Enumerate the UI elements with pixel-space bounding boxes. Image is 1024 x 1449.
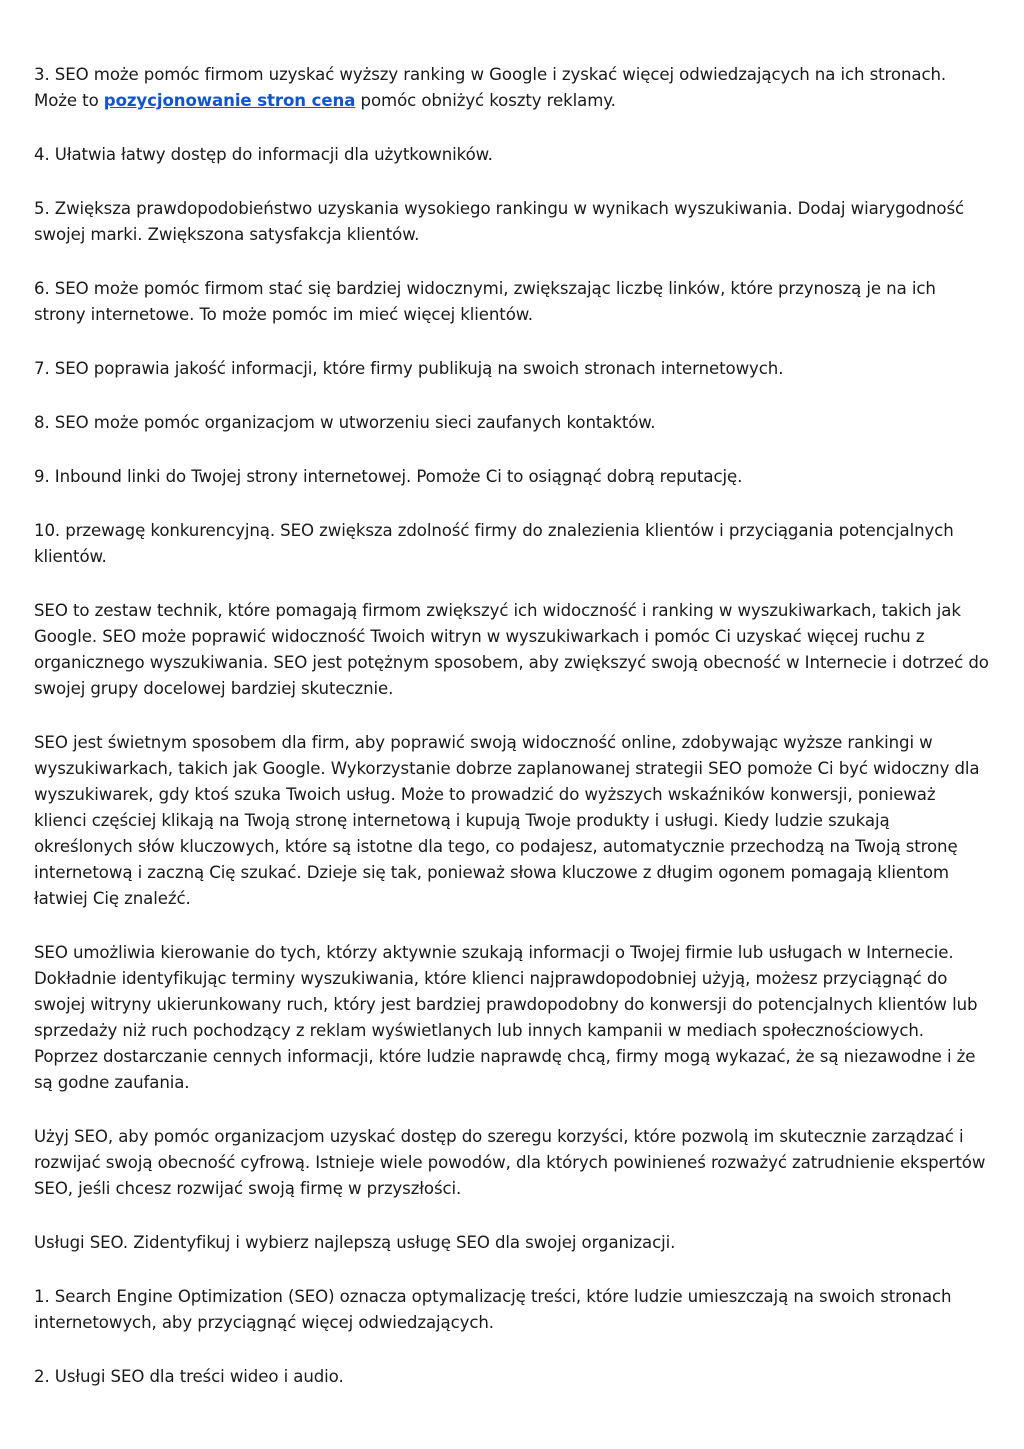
paragraph-text: 3. SEO może pomóc firmom uzyskać wyższy ranking w Google i zyskać więcej odwiedzających na ich stronach. Może to (34, 65, 947, 110)
paragraph-point-7: 7. SEO poprawia jakość informacji, które firmy publikują na swoich stronach internetowych. (34, 359, 784, 378)
paragraph-seo-techniques: SEO to zestaw technik, które pomagają firmom zwiększyć ich widoczność i ranking w wyszukiwarkach, takich jak Google. SEO może poprawić widoczność Twoich witryn w wyszukiwarkach i pomóc Ci uzyskać więcej ruchu z organicznego wyszukiwania. SEO jest potężnym sposobem, aby zwiększyć swoją obecność w Internecie i dotrzeć do swojej grupy docelowej bardziej skutecznie. (34, 601, 989, 698)
paragraph-service-2: 2. Usługi SEO dla treści wideo i audio. (34, 1367, 344, 1386)
paragraph-point-10: 10. przewagę konkurencyjną. SEO zwiększa zdolność firmy do znalezienia klientów i przyciągania potencjalnych klientów. (34, 521, 954, 566)
paragraph-seo-visibility: SEO jest świetnym sposobem dla firm, aby poprawić swoją widoczność online, zdobywając wyższe rankingi w wyszukiwarkach, takich jak Google. Wykorzystanie dobrze zaplanowanej strategii SEO pomoże Ci być widoczny dla wyszukiwarek, gdy ktoś szuka Twoich usług. Może to prowadzić do wyższych wskaźników konwersji, ponieważ klienci częściej klikają na Twoją stronę internetową i kupują Twoje produkty i usługi. Kiedy ludzie szukają określonych słów kluczowych, które są istotne dla tego, co podajesz, automatycznie przechodzą na Twoją stronę internetową i zaczną Cię szukać. Dzieje się tak, ponieważ słowa kluczowe z długim ogonem pomagają klientom łatwiej Cię znaleźć. (34, 733, 980, 908)
paragraph-point-8: 8. SEO może pomóc organizacjom w utworzeniu sieci zaufanych kontaktów. (34, 413, 656, 432)
paragraph-point-9: 9. Inbound linki do Twojej strony internetowej. Pomoże Ci to osiągnąć dobrą reputację. (34, 467, 743, 486)
paragraph-point-3 (34, 62, 990, 114)
paragraph-point-4: 4. Ułatwia łatwy dostęp do informacji dla użytkowników. (34, 145, 493, 164)
paragraph-service-1: 1. Search Engine Optimization (SEO) oznacza optymalizację treści, które ludzie umieszczają na swoich stronach internetowych, aby przyciągnąć więcej odwiedzających. (34, 1287, 952, 1332)
paragraph-point-6: 6. SEO może pomóc firmom stać się bardziej widocznymi, zwiększając liczbę linków, które przynoszą je na ich strony internetowe. To może pomóc im mieć więcej klientów. (34, 279, 936, 324)
paragraph-seo-services: Usługi SEO. Zidentyfikuj i wybierz najlepszą usługę SEO dla swojej organizacji. (34, 1233, 676, 1252)
paragraph-point-5: 5. Zwiększa prawdopodobieństwo uzyskania wysokiego rankingu w wynikach wyszukiwania. Dodaj wiarygodność swojej marki. Zwiększona satysfakcja klientów. (34, 199, 965, 244)
pozycjonowanie-link[interactable]: pozycjonowanie stron cena (103, 91, 356, 110)
paragraph-seo-benefits: Użyj SEO, aby pomóc organizacjom uzyskać dostęp do szeregu korzyści, które pozwolą im skutecznie zarządzać i rozwijać swoją obecność cyfrową. Istnieje wiele powodów, dla których powinieneś rozważyć zatrudnienie ekspertów SEO, jeśli chcesz rozwijać swoją firmę w przyszłości. (34, 1127, 986, 1198)
paragraph-text: pomóc obniżyć koszty reklamy. (355, 91, 616, 110)
paragraph-seo-targeting: SEO umożliwia kierowanie do tych, którzy aktywnie szukają informacji o Twojej firmie lub usługach w Internecie. Dokładnie identyfikując terminy wyszukiwania, które klienci najprawdopodobniej użyją, możesz przyciągnąć do swojej witryny ukierunkowany ruch, który jest bardziej prawdopodobny do konwersji do potencjalnych klientów lub sprzedaży niż ruch pochodzący z reklam wyświetlanych lub innych kampanii w mediach społecznościowych. Poprzez dostarczanie cennych informacji, które ludzie naprawdę chcą, firmy mogą wykazać, że są niezawodne i że są godne zaufania. (34, 943, 978, 1092)
